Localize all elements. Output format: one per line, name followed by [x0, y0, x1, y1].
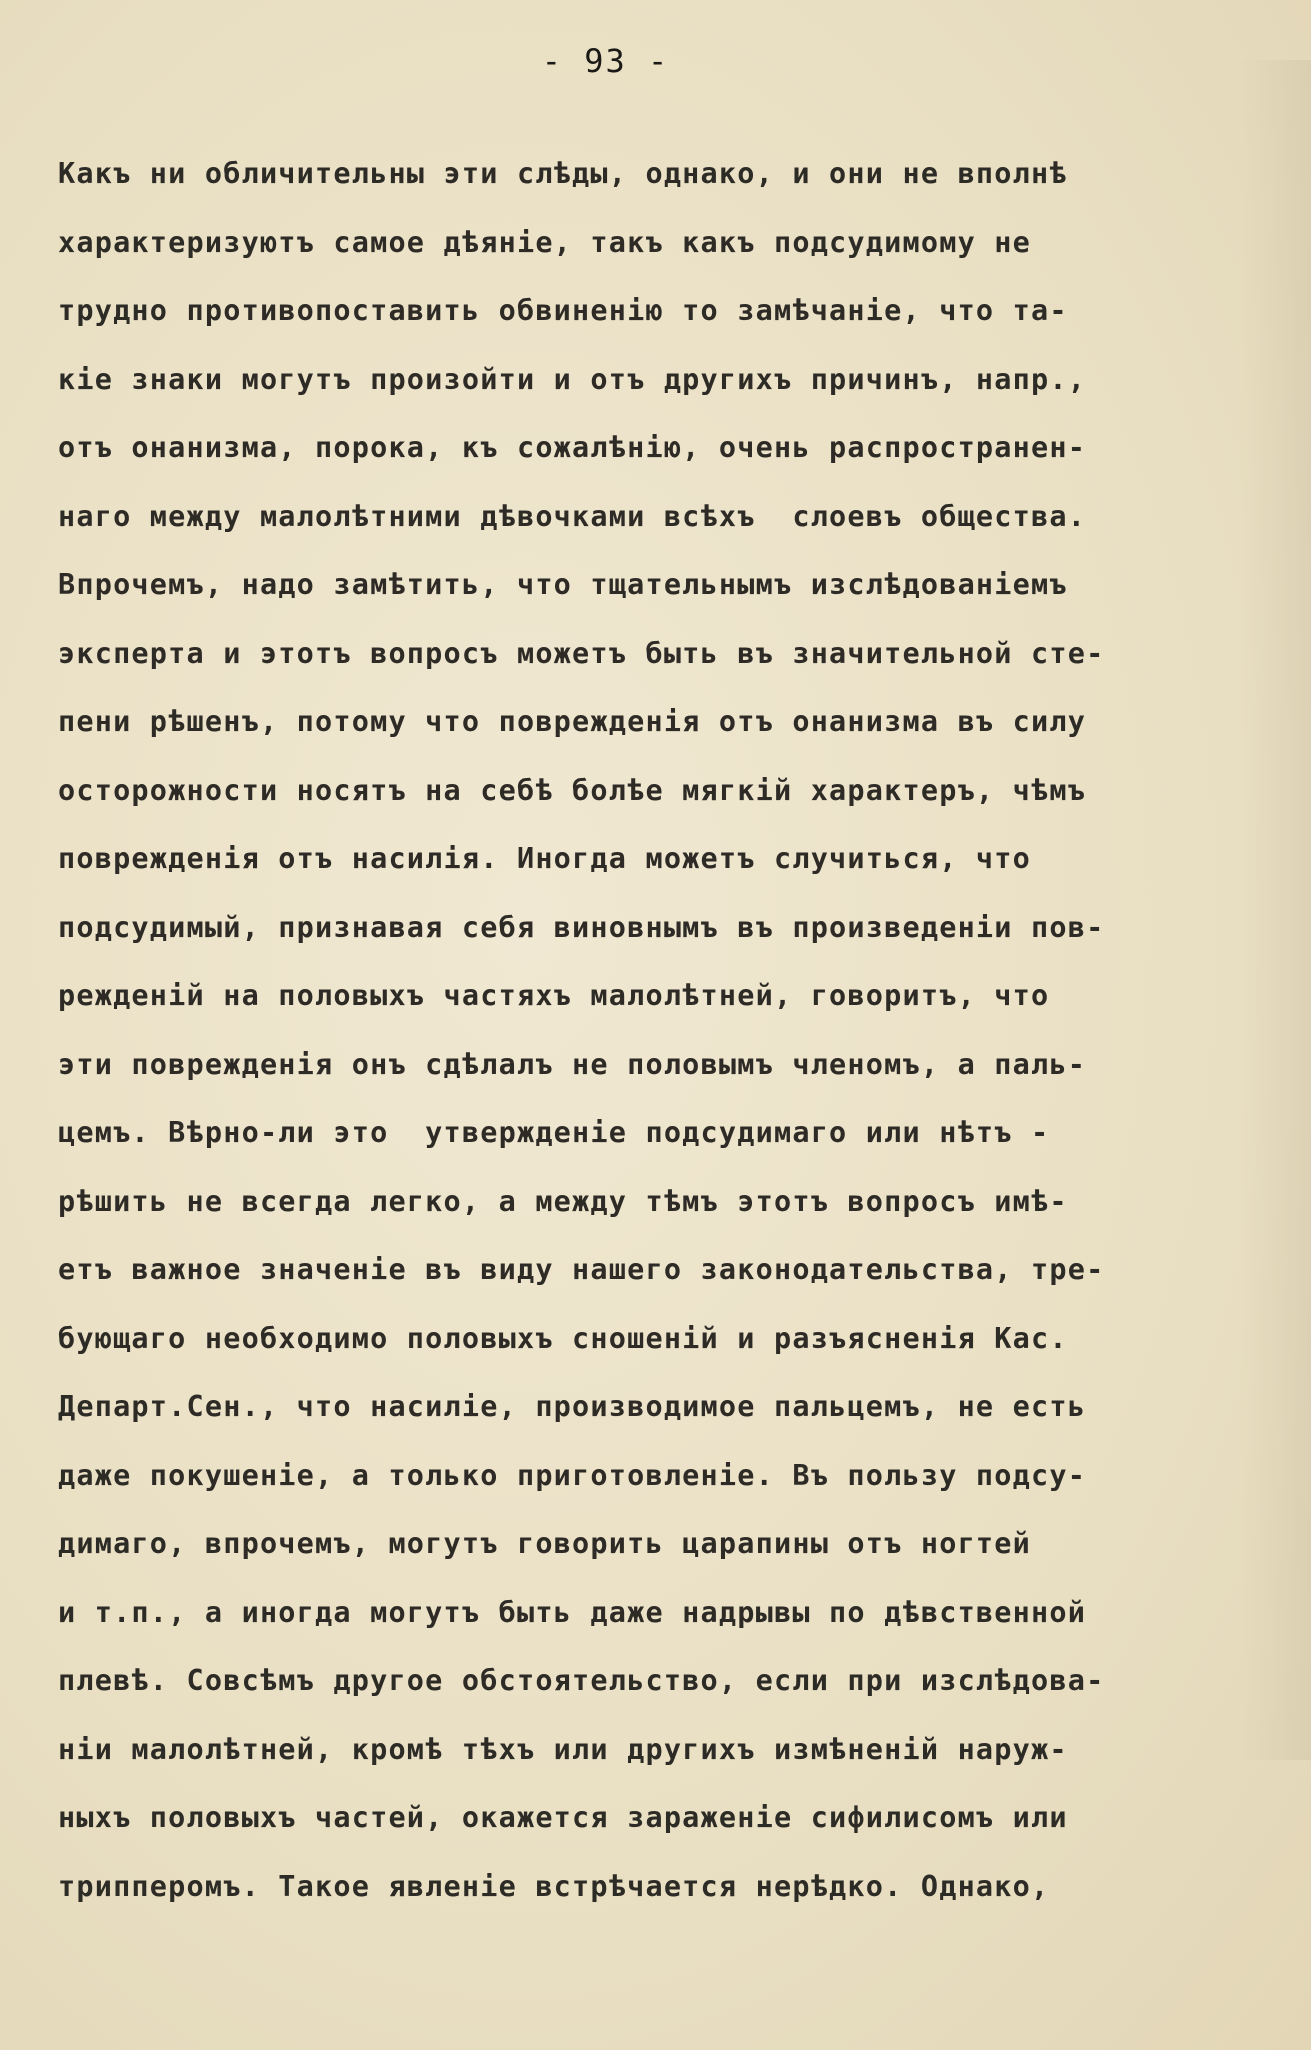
- text-line: наго между малолѣтними дѣвочками всѣхъ слоевъ общества.: [58, 499, 1087, 533]
- text-line: нiи малолѣтней, кромѣ тѣхъ или другихъ измѣненiй наруж-: [58, 1732, 1068, 1766]
- text-line: бующаго необходимо половыхъ сношенiй и разъясненiя Кас.: [58, 1321, 1068, 1355]
- page-number: - 93 -: [541, 42, 670, 80]
- text-line: ныхъ половыхъ частей, окажется зараженiе сифилисомъ или: [58, 1801, 1068, 1834]
- text-line: эти поврежденiя онъ сдѣлалъ не половымъ членомъ, а паль-: [58, 1047, 1087, 1081]
- text-line: даже покушенiе, а только приготовленiе. Въ пользу подсу-: [58, 1458, 1087, 1492]
- text-line: Департ.Сен., что насилiе, производимое пальцемъ, не есть: [58, 1390, 1087, 1423]
- text-line: етъ важное значенiе въ виду нашего законодательства, тре-: [58, 1253, 1105, 1286]
- text-line: Какъ ни обличительны эти слѣды, однако, и они не вполнѣ: [58, 157, 1068, 190]
- text-line: димаго, впрочемъ, могутъ говорить царапины отъ ногтей: [58, 1527, 1031, 1560]
- text-line: режденiй на половыхъ частяхъ малолѣтней, говоритъ, что: [58, 979, 1050, 1012]
- text-line: рѣшить не всегда легко, а между тѣмъ этотъ вопросъ имѣ-: [58, 1184, 1068, 1218]
- text-line: осторожности носятъ на себѣ болѣе мягкiй характеръ, чѣмъ: [58, 773, 1087, 807]
- text-line: кiе знаки могутъ произойти и отъ другихъ причинъ, напр.,: [58, 362, 1087, 396]
- text-line: цемъ. Вѣрно-ли это утвержденiе подсудимаго или нѣтъ -: [58, 1116, 1050, 1149]
- body-text: [58, 140, 1278, 1921]
- text-line: пени рѣшенъ, потому что поврежденiя отъ онанизма въ силу: [58, 705, 1087, 738]
- text-line: поврежденiя отъ насилiя. Иногда можетъ случиться, что: [58, 842, 1031, 875]
- text-line: характеризуютъ самое дѣянiе, такъ какъ подсудимому не: [58, 225, 1031, 259]
- text-line: подсудимый, признавая себя виновнымъ въ произведенiи пов-: [58, 910, 1105, 944]
- text-line: трудно противопоставить обвиненiю то замѣчанiе, что та-: [58, 294, 1068, 327]
- text-line: и т.п., а иногда могутъ быть даже надрывы по дѣвственной: [58, 1595, 1087, 1629]
- text-line: Впрочемъ, надо замѣтить, что тщательнымъ изслѣдованiемъ: [58, 568, 1068, 601]
- text-line: плевѣ. Совсѣмъ другое обстоятельство, если при изслѣдова-: [58, 1664, 1105, 1697]
- text-line: трипперомъ. Такое явленiе встрѣчается нерѣдко. Однако,: [58, 1869, 1050, 1903]
- text-line: отъ онанизма, порока, къ сожалѣнiю, очень распространен-: [58, 431, 1087, 464]
- text-line: эксперта и этотъ вопросъ можетъ быть въ значительной сте-: [58, 636, 1105, 670]
